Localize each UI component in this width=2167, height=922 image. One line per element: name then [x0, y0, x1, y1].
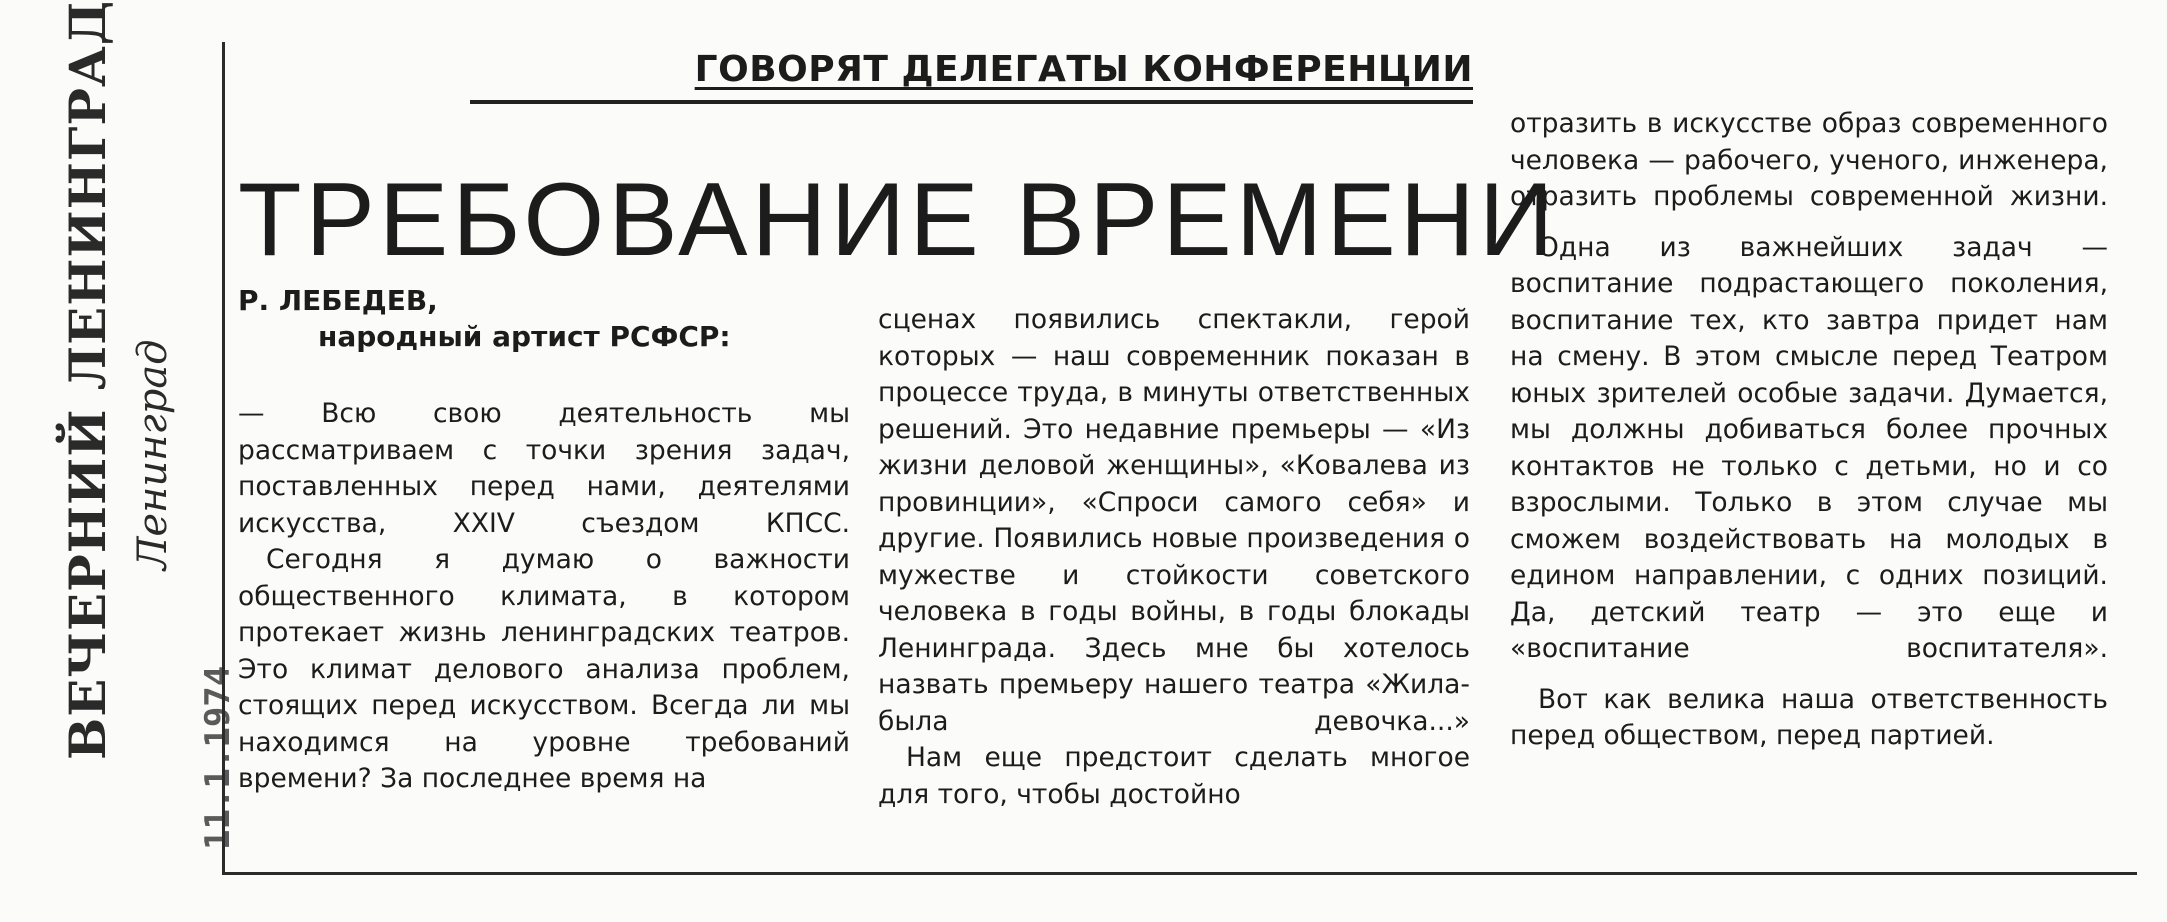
newspaper-city: Ленинград — [130, 339, 176, 570]
article-headline: ТРЕБОВАНИЕ ВРЕМЕНИ — [238, 162, 1558, 278]
newspaper-masthead: ВЕЧЕРНИЙ ЛЕНИНГРАД — [58, 0, 117, 760]
paragraph: Вот как велика наша ответственность перед обществом, перед партией. — [1510, 683, 2108, 751]
paragraph: отразить в искусстве образ современного человека — рабочего, ученого, инженера, отразить проблемы современной жизни. — [1510, 108, 2108, 212]
rubric-heading: ГОВОРЯТ ДЕЛЕГАТЫ КОНФЕРЕНЦИИ — [470, 40, 1473, 104]
paragraph: Одна из важнейших задач — воспитание подрастающего поколения, воспитание тех, кто завтра придет нам на смену. В этом смысле перед Театром юных зрителей особые задачи. Думается, мы должны добиваться более прочных контактов не только с детьми, но и со взрослыми. Только в этом случае мы сможем воздействовать на молодых в едином направлении, с одних позиций. Да, детский театр — это еще и «воспитание воспитателя». — [1510, 231, 2108, 664]
text-column-2 — [878, 302, 1470, 813]
text-column-1 — [238, 396, 850, 798]
paragraph: сценах появились спектакли, герой которых — наш современник показан в процессе труда, в минуты ответственных решений. Это недавние премьеры — «Из жизни деловой женщины», «Ковалева из провинции», «Спроси самого себя» и другие. Появились новые произведения о мужестве и стойкости советского человека в годы войны, в годы блокады Ленинграда. Здесь мне бы хотелось назвать премьеру нашего театра «Жила-была девочка...» — [878, 304, 1470, 737]
author-name: Р. ЛЕБЕДЕВ, — [238, 284, 438, 317]
paragraph: — Всю свою деятельность мы рассматриваем с точки зрения задач, поставленных перед нами, деятелями искусства, XXIV съездом КПСС. — [238, 398, 850, 539]
date-stamp: 11.1.1974 — [198, 665, 238, 850]
masthead-strip — [18, 0, 238, 850]
paragraph: Сегодня я думаю о важности общественного климата, в котором протекает жизнь ленинградских театров. Это климат делового анализа проблем, стоящих перед искусством. Всегда ли мы находимся на уровне требований времени? За последнее время на — [238, 544, 850, 794]
author-byline — [238, 283, 848, 355]
text-column-3 — [1510, 106, 2108, 755]
author-title: народный артист РСФСР: — [318, 320, 731, 353]
paragraph: Нам еще предстоит сделать многое для того, чтобы достойно — [878, 742, 1470, 810]
